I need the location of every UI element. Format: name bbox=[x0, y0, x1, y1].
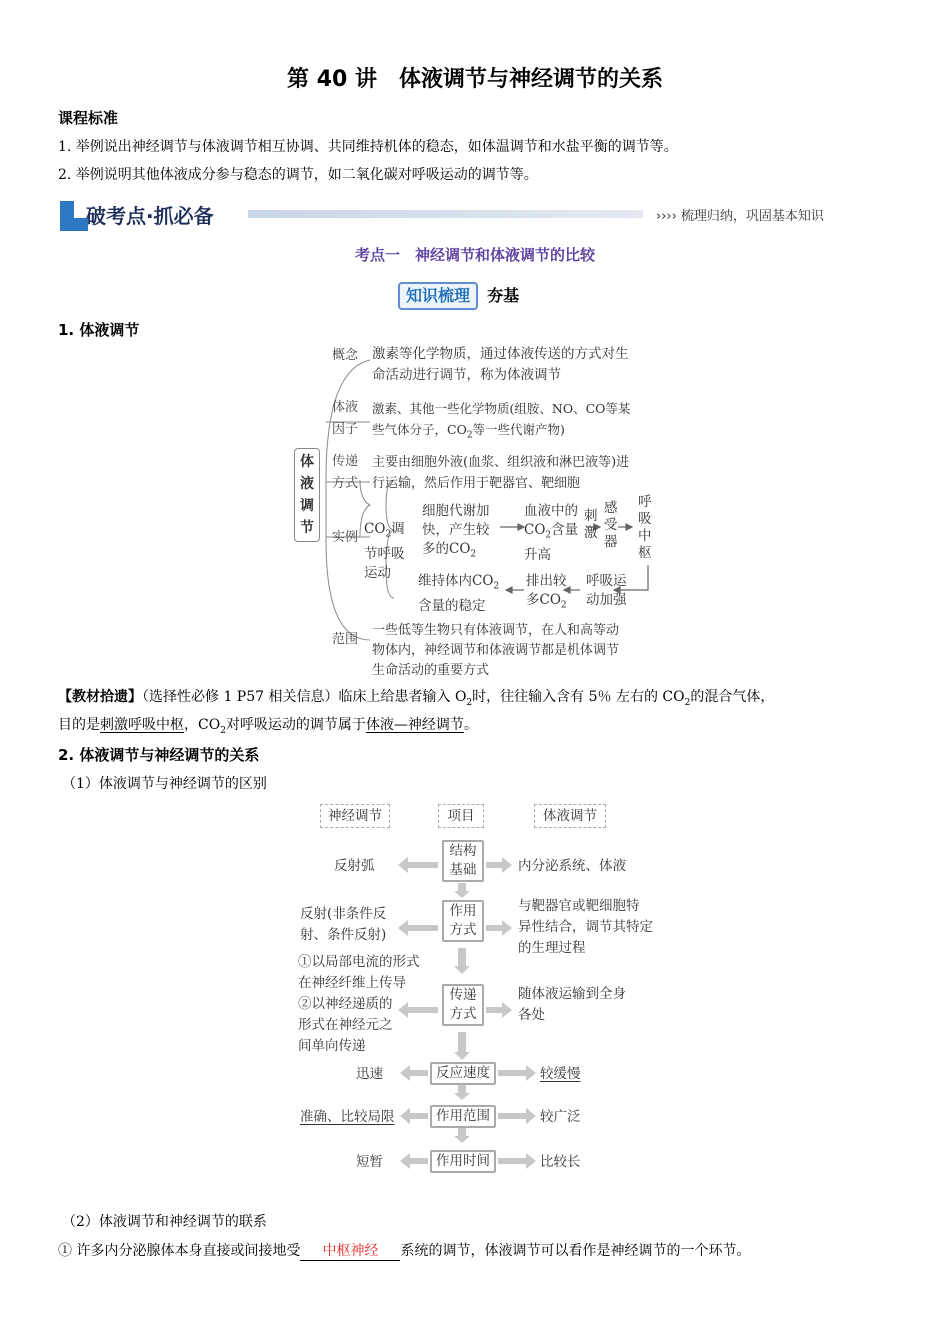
humoral-range: 较广泛 bbox=[540, 1109, 581, 1125]
label-factor-2: 因子 bbox=[332, 422, 359, 437]
jiaocai-line2: 目的是刺激呼吸中枢，$CO_2$对呼吸运动的调节属于体液—神经调节。 bbox=[58, 717, 478, 736]
example-co2: $CO_2$调 节呼吸 运动 bbox=[364, 521, 405, 581]
header-item: 项目 bbox=[438, 804, 484, 828]
mindmap-root: 体液调节 bbox=[294, 448, 320, 542]
section2-sub1: （1）体液调节与神经调节的区别 bbox=[62, 776, 267, 792]
neural-range: 准确、比较局限 bbox=[300, 1109, 395, 1125]
kaodian-title: 考点一 神经调节和体液调节的比较 bbox=[354, 246, 595, 264]
section-banner bbox=[58, 198, 858, 232]
standard-item-2: 2. 举例说明其他体液成分参与稳态的调节，如二氧化碳对呼吸运动的调节等。 bbox=[58, 167, 538, 183]
banner-right-label: ›››› 梳理归纳，巩固基本知识 bbox=[656, 209, 824, 224]
example-exhale: 排出较 多$CO_2$ bbox=[526, 573, 567, 611]
neural-action: 反射(非条件反 射、条件反射) bbox=[300, 906, 387, 943]
comparison-diagram bbox=[290, 800, 670, 1180]
label-route-1: 传递 bbox=[332, 454, 359, 469]
example-stable: 维持体内$CO_2$ 含量的稳定 bbox=[418, 573, 500, 614]
page-title: 第 40 讲 体液调节与神经调节的关系 bbox=[287, 67, 663, 92]
standard-heading: 课程标准 bbox=[58, 109, 119, 127]
relation-line1: ① 许多内分泌腺体本身直接或间接地受 中枢神经 系统的调节，体液调节可以看作是神经调节的一个环节。 bbox=[58, 1240, 750, 1261]
section1-heading: 1. 体液调节 bbox=[58, 321, 140, 339]
item-speed: 反应速度 bbox=[430, 1062, 496, 1085]
label-route-2: 方式 bbox=[332, 476, 359, 491]
humoral-speed: 较缓慢 bbox=[540, 1066, 581, 1082]
neural-speed: 迅速 bbox=[356, 1066, 383, 1082]
answer-blank-1: 刺激呼吸中枢 bbox=[100, 717, 184, 733]
humoral-duration: 比较长 bbox=[540, 1154, 581, 1170]
example-receptor: 感受器 bbox=[604, 500, 618, 550]
neural-structure: 反射弧 bbox=[334, 858, 375, 874]
header-neural: 神经调节 bbox=[320, 804, 390, 828]
answer-blank-2: 体液—神经调节 bbox=[365, 717, 464, 733]
banner-left-label: 破考点·抓必备 bbox=[86, 204, 214, 228]
jiaocai-line1: 【教材拾遗】（选择性必修 1 P57 相关信息）临床上给患者输入 $O_2$时，往往输入含有 5％ 左右的 $CO_2$的混合气体， bbox=[58, 689, 775, 708]
factor-line2: 些气体分子，$CO_2$等一些代谢产物) bbox=[372, 422, 565, 441]
item-action: 作用方式 bbox=[442, 900, 484, 942]
route-line1: 主要由细胞外液(血浆、组织液和淋巴液等)进 bbox=[372, 455, 630, 470]
route-line2: 行运输，然后作用于靶器官、靶细胞 bbox=[372, 476, 581, 491]
item-duration: 作用时间 bbox=[430, 1150, 496, 1173]
label-example: 实例 bbox=[332, 530, 359, 545]
mindmap bbox=[290, 340, 670, 680]
example-center: 呼吸中枢 bbox=[638, 494, 652, 561]
item-structure: 结构基础 bbox=[442, 840, 484, 882]
humoral-transmission: 随体液运输到全身 各处 bbox=[518, 986, 626, 1023]
example-blood: 血液中的 $CO_2$含量 升高 bbox=[524, 503, 579, 563]
humoral-action: 与靶器官或靶细胞特 异性结合，调节其特定 的生理过程 bbox=[518, 898, 653, 956]
item-range: 作用范围 bbox=[430, 1105, 496, 1128]
neural-duration: 短暂 bbox=[356, 1154, 383, 1170]
humoral-structure: 内分泌系统、体液 bbox=[518, 858, 626, 874]
scope-line1: 一些低等生物只有体液调节，在人和高等动 bbox=[372, 623, 620, 638]
factor-line1: 激素、其他一些化学物质(组胺、NO、CO等某 bbox=[372, 401, 631, 416]
label-scope: 范围 bbox=[332, 632, 359, 647]
example-breath: 呼吸运 动加强 bbox=[586, 573, 627, 608]
neural-transmission: ①以局部电流的形式 在神经纤维上传导 ②以神经递质的 形式在神经元之 间单向传递 bbox=[298, 954, 420, 1054]
header-humoral: 体液调节 bbox=[534, 804, 606, 828]
label-factor-1: 体液 bbox=[332, 400, 359, 415]
zhishi-label: 知识梳理 bbox=[398, 282, 478, 310]
section2-sub2: （2）体液调节和神经调节的联系 bbox=[62, 1214, 267, 1230]
answer-blank-3: 中枢神经 bbox=[300, 1240, 400, 1261]
scope-line2: 物体内，神经调节和体液调节都是机体调节 bbox=[372, 643, 620, 658]
zhishi-suffix: 夯基 bbox=[487, 286, 520, 305]
section2-heading: 2. 体液调节与神经调节的关系 bbox=[58, 746, 260, 764]
label-concept: 概念 bbox=[332, 348, 359, 363]
item-transmission: 传递方式 bbox=[442, 984, 484, 1026]
concept-line1: 激素等化学物质，通过体液传送的方式对生 bbox=[372, 346, 629, 362]
example-stim: 刺激 bbox=[584, 508, 598, 541]
concept-line2: 命活动进行调节，称为体液调节 bbox=[372, 367, 561, 383]
standard-item-1: 1. 举例说出神经调节与体液调节相互协调、共同维持机体的稳态，如体温调节和水盐平衡的调节等。 bbox=[58, 139, 678, 155]
zhishi-tag bbox=[398, 282, 519, 310]
scope-line3: 生命活动的重要方式 bbox=[372, 663, 490, 678]
example-cell: 细胞代谢加 快，产生较 多的$CO_2$ bbox=[422, 503, 490, 560]
